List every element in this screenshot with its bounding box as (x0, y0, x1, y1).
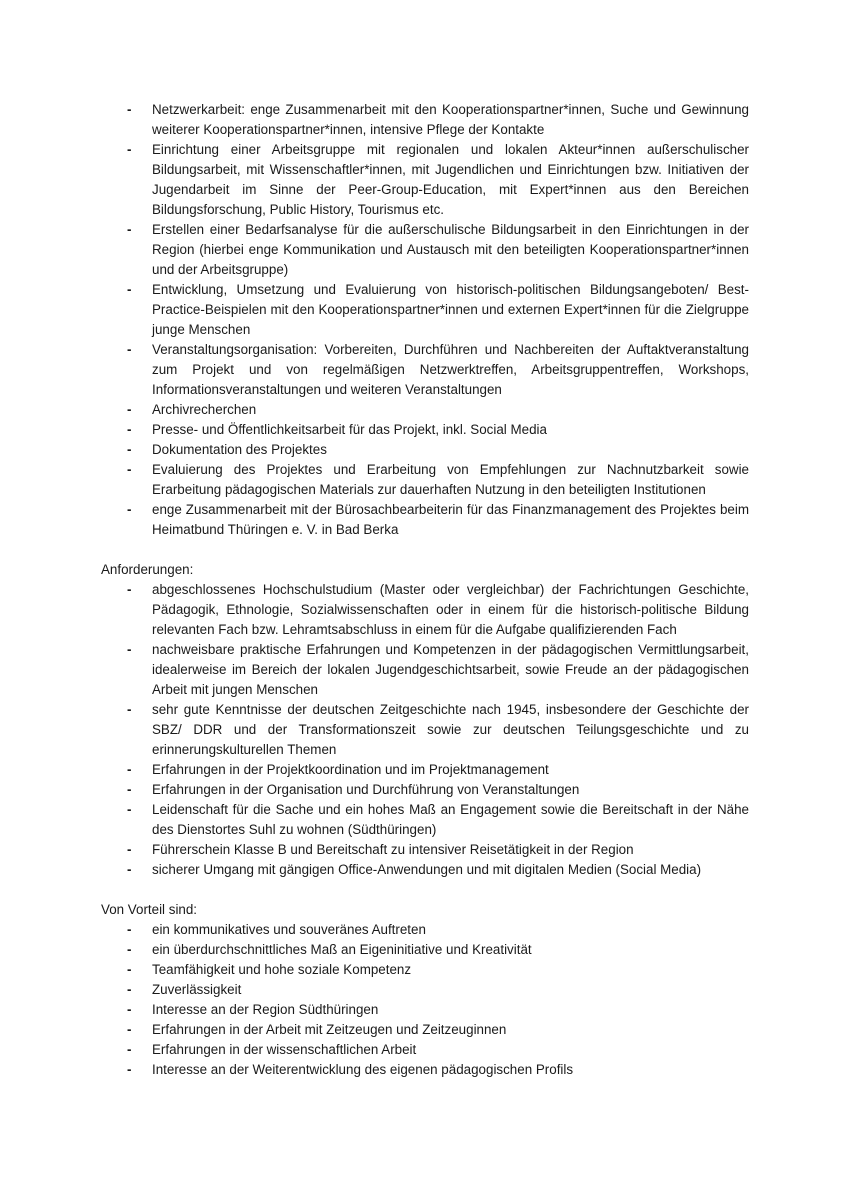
requirements-heading: Anforderungen: (101, 562, 194, 577)
list-item: - Erfahrungen in der Projektkoordination und im Projektmanagement (101, 760, 749, 780)
dash-bullet-icon: - (127, 422, 132, 437)
list-item: - Entwicklung, Umsetzung und Evaluierung von historisch-politischen Bildungsangeboten/ Best-Practice-Beispielen mit den Kooperationspartner*innen und externen Expert*innen für die Zielgruppe junge Menschen (127, 282, 749, 337)
list-item: - abgeschlossenes Hochschulstudium (Master oder vergleichbar) der Fachrichtungen Geschichte, Pädagogik, Ethnologie, Sozialwissenschaften oder in einem für die historisch-politische Bildung relevanten Fach bzw. Lehramtsabschluss in einem für die Aufgabe qualifizierenden Fach (127, 582, 749, 637)
dash-bullet-icon: - (127, 942, 132, 957)
requirements-list (101, 580, 749, 880)
dash-bullet-icon: - (127, 402, 132, 417)
document-body (101, 100, 749, 1080)
list-item: - Erfahrungen in der Organisation und Durchführung von Veranstaltungen (101, 780, 749, 800)
dash-bullet-icon: - (127, 142, 132, 157)
tasks-list (101, 100, 749, 540)
dash-bullet-icon: - (127, 862, 132, 877)
list-item: - sicherer Umgang mit gängigen Office-Anwendungen und mit digitalen Medien (Social Media) (101, 860, 749, 880)
dash-bullet-icon: - (127, 782, 132, 797)
advantages-list (101, 920, 749, 1080)
dash-bullet-icon: - (127, 1042, 132, 1057)
list-item: - Interesse an der Weiterentwicklung des eigenen pädagogischen Profils (101, 1060, 749, 1080)
list-item: - Evaluierung des Projektes und Erarbeitung von Empfehlungen zur Nachnutzbarkeit sowie Erarbeitung pädagogischen Materials zur dauerhaften Nutzung in den beteiligten Institutionen (127, 462, 749, 497)
dash-bullet-icon: - (127, 462, 132, 477)
spacer (101, 880, 749, 900)
list-item: - ein überdurchschnittliches Maß an Eigeninitiative und Kreativität (101, 940, 749, 960)
dash-bullet-icon: - (127, 642, 132, 657)
list-item: - Einrichtung einer Arbeitsgruppe mit regionalen und lokalen Akteur*innen außerschulischer Bildungsarbeit, mit Wissenschaftler*innen, mit Jugendlichen und Einrichtungen bzw. Initiativen der Jugendarbeit im Sinne der Peer-Group-Education, mit Expert*innen aus den Bereichen Bildungsforschung, Public History, Tourismus etc. (127, 142, 749, 217)
dash-bullet-icon: - (127, 762, 132, 777)
advantages-heading: Von Vorteil sind: (101, 902, 198, 917)
list-item: - Führerschein Klasse B und Bereitschaft zu intensiver Reisetätigkeit in der Region (101, 840, 749, 860)
dash-bullet-icon: - (127, 802, 132, 817)
list-item: - Archivrecherchen (101, 400, 749, 420)
dash-bullet-icon: - (127, 502, 132, 517)
list-item: - Zuverlässigkeit (101, 980, 749, 1000)
dash-bullet-icon: - (127, 842, 132, 857)
dash-bullet-icon: - (127, 702, 132, 717)
list-item: - nachweisbare praktische Erfahrungen und Kompetenzen in der pädagogischen Vermittlungsarbeit, idealerweise im Bereich der lokalen Jugendgeschichtsarbeit, sowie Freude an der pädagogischen Arbeit mit jungen Menschen (127, 642, 749, 697)
dash-bullet-icon: - (127, 962, 132, 977)
dash-bullet-icon: - (127, 342, 132, 357)
dash-bullet-icon: - (127, 1002, 132, 1017)
dash-bullet-icon: - (127, 102, 132, 117)
list-item: - Netzwerkarbeit: enge Zusammenarbeit mit den Kooperationspartner*innen, Suche und Gewinnung weiterer Kooperationspartner*innen, intensive Pflege der Kontakte (127, 102, 749, 137)
spacer (101, 540, 749, 560)
dash-bullet-icon: - (127, 222, 132, 237)
list-item: - Dokumentation des Projektes (101, 440, 749, 460)
list-item: - Erfahrungen in der wissenschaftlichen Arbeit (101, 1040, 749, 1060)
list-item: - Teamfähigkeit und hohe soziale Kompetenz (101, 960, 749, 980)
list-item: - Veranstaltungsorganisation: Vorbereiten, Durchführen und Nachbereiten der Auftaktveranstaltung zum Projekt und von regelmäßigen Netzwerktreffen, Arbeitsgruppentreffen, Workshops, Informationsveranstaltungen und weiteren Veranstaltungen (127, 342, 749, 397)
list-item: - Erfahrungen in der Arbeit mit Zeitzeugen und Zeitzeuginnen (101, 1020, 749, 1040)
dash-bullet-icon: - (127, 982, 132, 997)
list-item: - Erstellen einer Bedarfsanalyse für die außerschulische Bildungsarbeit in den Einrichtungen in der Region (hierbei enge Kommunikation und Austausch mit den beteiligten Kooperationspartner*innen und der Arbeitsgruppe) (127, 222, 749, 277)
list-item: - Presse- und Öffentlichkeitsarbeit für das Projekt, inkl. Social Media (101, 420, 749, 440)
list-item: - ein kommunikatives und souveränes Auftreten (101, 920, 749, 940)
list-item: - Leidenschaft für die Sache und ein hohes Maß an Engagement sowie die Bereitschaft in der Nähe des Dienstortes Suhl zu wohnen (Südthüringen) (127, 802, 749, 837)
list-item: - Interesse an der Region Südthüringen (101, 1000, 749, 1020)
dash-bullet-icon: - (127, 442, 132, 457)
dash-bullet-icon: - (127, 1022, 132, 1037)
list-item: - sehr gute Kenntnisse der deutschen Zeitgeschichte nach 1945, insbesondere der Geschichte der SBZ/ DDR und der Transformationszeit sowie zur deutschen Teilungsgeschichte und zu erinnerungskulturellen Themen (127, 702, 749, 757)
list-item: - enge Zusammenarbeit mit der Bürosachbearbeiterin für das Finanzmanagement des Projektes beim Heimatbund Thüringen e. V. in Bad Berka (127, 502, 749, 537)
dash-bullet-icon: - (127, 582, 132, 597)
dash-bullet-icon: - (127, 1062, 132, 1077)
dash-bullet-icon: - (127, 282, 132, 297)
dash-bullet-icon: - (127, 922, 132, 937)
